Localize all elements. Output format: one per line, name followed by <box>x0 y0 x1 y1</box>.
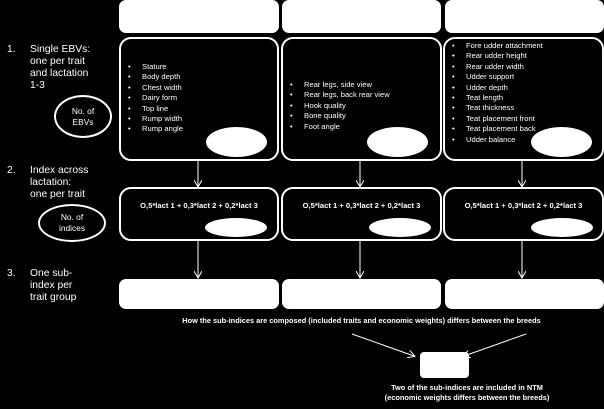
index-panel-2 <box>281 187 442 241</box>
index-formula: O,5*lact 1 + 0,3*lact 2 + 0,2*lact 3 <box>140 201 258 210</box>
trait-item: • Teat placement back <box>451 124 602 134</box>
trait-item: • Udder depth <box>451 83 602 93</box>
count-oval-1 <box>206 127 267 157</box>
trait-item: • Rear legs, side view <box>289 80 440 90</box>
header-box-1 <box>119 0 279 33</box>
trait-item: • Dairy form <box>127 93 277 103</box>
index-panel-3 <box>443 187 604 241</box>
trait-item: • Rump angle <box>127 124 277 134</box>
sub-index-box-3 <box>445 279 604 309</box>
trait-item: • Teat length <box>451 93 602 103</box>
sub-index-box-1 <box>119 279 279 309</box>
trait-panel-udder <box>443 37 604 161</box>
ntm-note: Two of the sub-indices are included in NTM (economic weights differs between the breeds) <box>384 383 550 402</box>
ntm-box <box>420 352 469 378</box>
header-box-2 <box>282 0 441 33</box>
header-box-3 <box>445 0 604 33</box>
trait-panel-body <box>119 37 279 161</box>
trait-item: • Stature <box>127 62 277 72</box>
trait-item: • Rear udder width <box>451 62 602 72</box>
composition-note: How the sub-indices are composed (included traits and economic weights) differs between the breeds <box>182 316 541 325</box>
trait-list-body <box>121 39 277 135</box>
arrow-to-ntm-right <box>464 334 526 356</box>
trait-item: • Hook quality <box>289 101 440 111</box>
index-panel-1 <box>119 187 279 241</box>
trait-item: • Body depth <box>127 72 277 82</box>
trait-item: • Rump width <box>127 114 277 124</box>
trait-list-legs <box>283 39 440 132</box>
trait-item: • Rear udder height <box>451 51 602 61</box>
trait-item: • Fore udder attachment <box>451 41 602 51</box>
oval-no-of-ebvs: No. of EBVs <box>54 95 112 138</box>
trait-item: • Top line <box>127 104 277 114</box>
trait-item: • Udder balance <box>451 135 602 145</box>
index-count-oval-1 <box>205 218 267 237</box>
index-formula: O,5*lact 1 + 0,3*lact 2 + 0,2*lact 3 <box>464 201 583 210</box>
index-count-oval-2 <box>369 218 431 237</box>
sub-index-box-2 <box>282 279 441 309</box>
trait-item: • Foot angle <box>289 122 440 132</box>
count-oval-3 <box>531 127 592 157</box>
trait-item: • Teat placement front <box>451 114 602 124</box>
trait-item: • Chest width <box>127 83 277 93</box>
trait-item: • Rear legs, back rear view <box>289 90 440 100</box>
oval-no-of-indices: No. of indices <box>38 204 106 242</box>
index-formula: O,5*lact 1 + 0,3*lact 2 + 0,2*lact 3 <box>302 201 421 210</box>
count-oval-2 <box>367 127 428 157</box>
trait-item: • Udder support <box>451 72 602 82</box>
trait-item: • Bone quality <box>289 111 440 121</box>
trait-item: • Teat thickness <box>451 103 602 113</box>
arrow-to-ntm-left <box>352 334 414 356</box>
index-count-oval-3 <box>531 218 593 237</box>
trait-panel-legs <box>281 37 442 161</box>
